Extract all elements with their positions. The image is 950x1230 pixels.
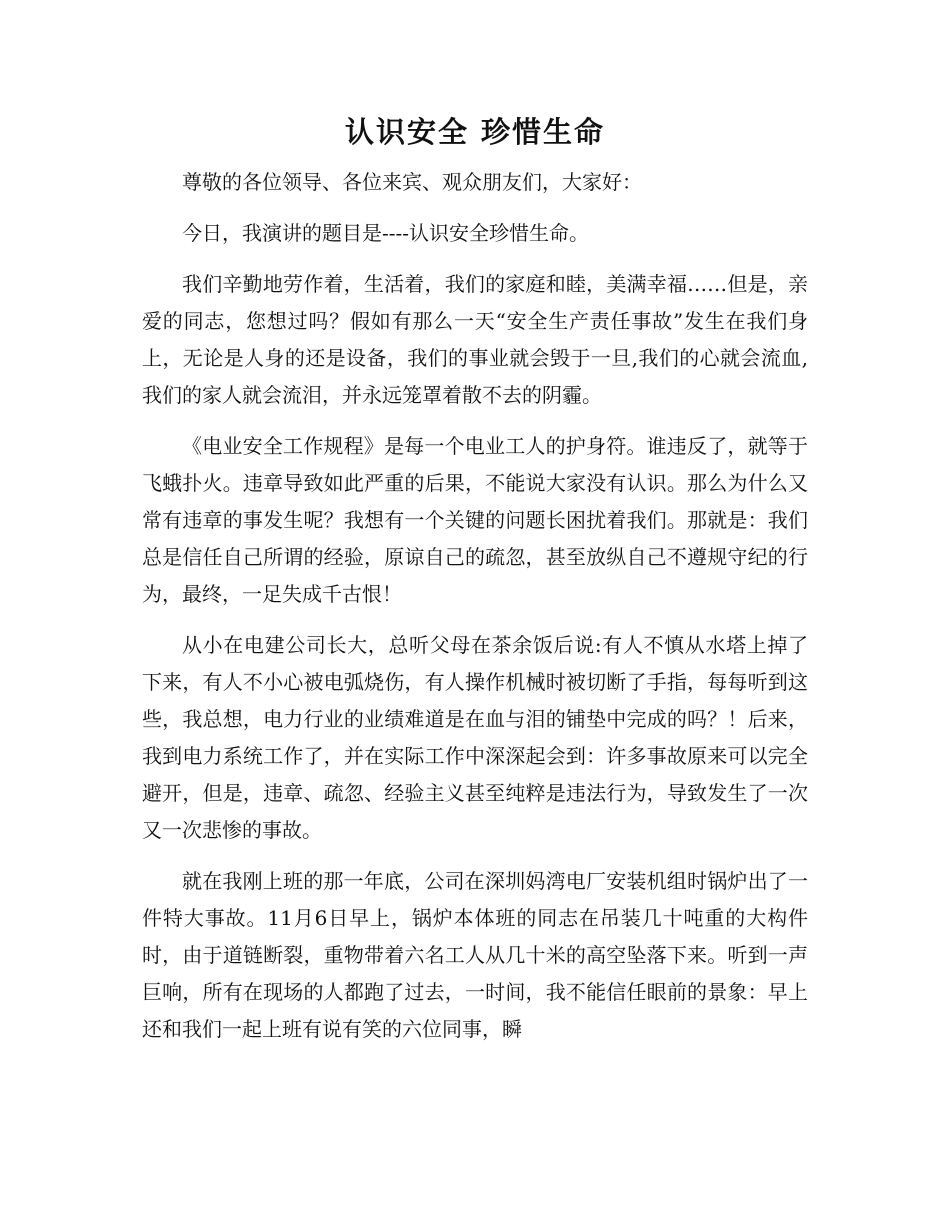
paragraph-topic: 今日，我演讲的题目是----认识安全珍惜生命。 [182,221,590,245]
paragraph-safety-rules: 《电业安全工作规程》是每一个电业工人的护身符。谁违反了，就等于飞蛾扑火。违章导致如此严重的后果，不能说大家没有认识。那么为什么又常有违章的事发生呢？我想有一个关键的问题长困扰着我们。那就是：我们总是信任自己所谓的经验，原谅自己的疏忽，甚至放纵自己不遵规守纪的行为，最终，一足失成千古恨！ [142,434,808,606]
document-title: 认识安全 珍惜生命 [344,115,606,149]
paragraph-family-happiness: 我们辛勤地劳作着，生活着，我们的家庭和睦，美满幸福……但是，亲爱的同志，您想过吗？假如有那么一天“安全生产责任事故”发生在我们身上，无论是人身的还是设备，我们的事业就会毁于一旦,我们的心就会流血,我们的家人就会流泪，并永远笼罩着散不去的阴霾。 [142,272,808,407]
document-body [142,164,808,1062]
paragraph-childhood: 从小在电建公司长大，总听父母在茶余饭后说:有人不慎从水塔上掉了下来，有人不小心被电弧烧伤，有人操作机械时被切断了手指，每每听到这些，我总想，电力行业的业绩难道是在血与泪的铺垫中完成的吗？！后来，我到电力系统工作了，并在实际工作中深深起会到：许多事故原来可以完全避开，但是，违章、疏忽、经验主义甚至纯粹是违法行为，导致发生了一次又一次悲惨的事故。 [142,633,808,842]
paragraph-greeting: 尊敬的各位领导、各位来宾、观众朋友们，大家好： [182,170,642,194]
paragraph-accident: 就在我刚上班的那一年底，公司在深圳妈湾电厂安装机组时锅炉出了一件特大事故。11月6日早上，锅炉本体班的同志在吊装几十吨重的大构件时，由于道链断裂，重物带着六名工人从几十米的高空坠落下来。听到一声巨响，所有在现场的人都跑了过去，一时间，我不能信任眼前的景象：早上还和我们一起上班有说有笑的六位同事，瞬 [142,869,808,1041]
